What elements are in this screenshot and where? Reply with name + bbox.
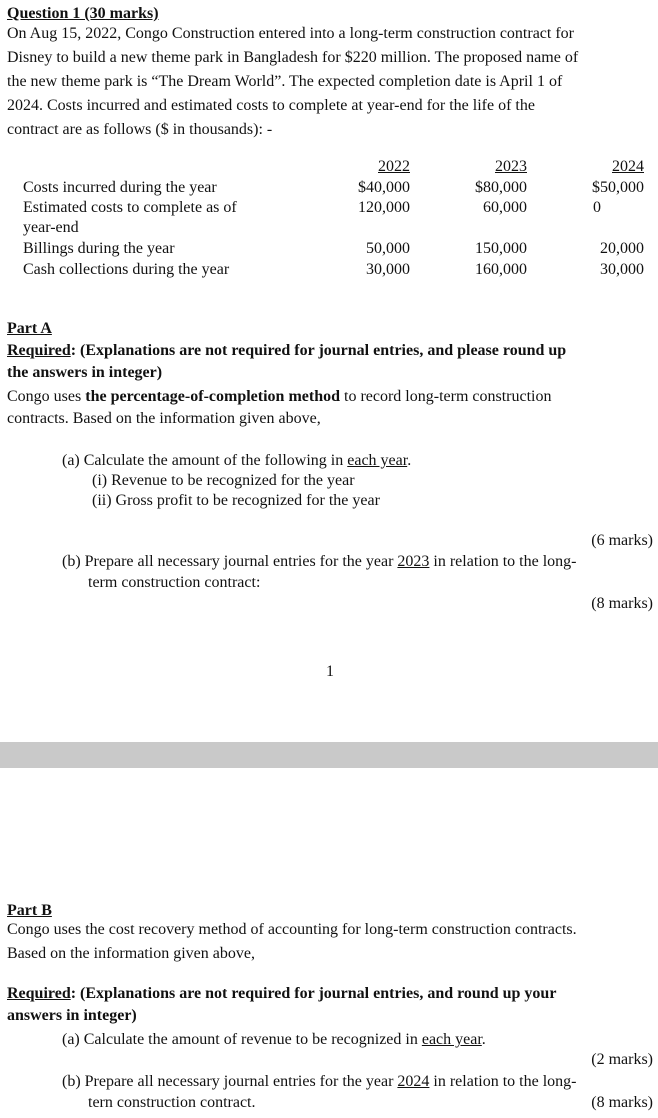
pb-qa-underlined: each year bbox=[421, 1031, 482, 1048]
question-intro bbox=[7, 22, 657, 142]
qa-pre: (a) Calculate the amount of the following in bbox=[62, 452, 348, 469]
table-cell: 60,000 bbox=[483, 199, 527, 216]
table-cell: 50,000 bbox=[366, 240, 410, 257]
table-header-year: 2024 bbox=[612, 158, 644, 175]
page-2 bbox=[0, 768, 658, 1118]
table-cell: 30,000 bbox=[600, 261, 644, 278]
question-title: Question 1 (30 marks) bbox=[7, 5, 159, 22]
required-label: Required bbox=[7, 985, 71, 1002]
method-name: the percentage-of-completion method bbox=[85, 388, 340, 405]
part-a-b-marks: (8 marks) bbox=[591, 595, 653, 612]
part-b-a-marks: (2 marks) bbox=[591, 1051, 653, 1068]
required-text: : (Explanations are not required for journal entries, and please round up bbox=[70, 342, 567, 359]
part-b-b-marks: (8 marks) bbox=[591, 1094, 653, 1111]
method-pre: Congo uses bbox=[7, 388, 86, 405]
part-b-question-a bbox=[62, 1029, 486, 1050]
part-a-a-marks: (6 marks) bbox=[591, 532, 653, 549]
table-cell: $40,000 bbox=[358, 179, 410, 196]
table-cell: 160,000 bbox=[475, 261, 527, 278]
part-b-intro-cont: Based on the information given above, bbox=[7, 945, 255, 962]
part-a-question-a-ii: (ii) Gross profit to be recognized for the year bbox=[92, 492, 380, 509]
part-a-required bbox=[7, 340, 566, 361]
page-number: 1 bbox=[326, 663, 334, 680]
table-cell: 0 bbox=[593, 199, 601, 216]
part-a-question-a-i: (i) Revenue to be recognized for the year bbox=[92, 472, 355, 489]
table-cell: 150,000 bbox=[475, 240, 527, 257]
part-a-method-cont: contracts. Based on the information given above, bbox=[7, 410, 321, 427]
table-cell: 20,000 bbox=[600, 240, 644, 257]
part-a-heading: Part A bbox=[7, 320, 52, 337]
part-b-required-cont: answers in integer) bbox=[7, 1007, 137, 1024]
part-b-question-b bbox=[62, 1071, 576, 1092]
required-text: : (Explanations are not required for journal entries, and round up your bbox=[70, 985, 557, 1002]
pb-qb-post: in relation to the long- bbox=[429, 1073, 577, 1090]
table-row-label: Costs incurred during the year bbox=[23, 179, 217, 196]
part-a-question-a bbox=[62, 450, 411, 471]
table-header-year: 2022 bbox=[378, 158, 410, 175]
table-row-label-cont: year-end bbox=[23, 219, 79, 236]
intro-line: contract are as follows ($ in thousands): - bbox=[7, 121, 273, 138]
required-label: Required bbox=[7, 342, 71, 359]
part-a-required-cont: the answers in integer) bbox=[7, 364, 163, 381]
intro-line: 2024. Costs incurred and estimated costs to complete at year-end for the life of the bbox=[7, 97, 535, 114]
qb-pre: (b) Prepare all necessary journal entries for the year bbox=[62, 553, 398, 570]
pb-qa-post: . bbox=[481, 1031, 486, 1048]
pb-qb-underlined: 2024 bbox=[397, 1073, 430, 1090]
table-row-label: Billings during the year bbox=[23, 240, 175, 257]
table-cell: 30,000 bbox=[366, 261, 410, 278]
qb-post: in relation to the long- bbox=[429, 553, 577, 570]
part-b-intro: Congo uses the cost recovery method of accounting for long-term construction contracts. bbox=[7, 921, 577, 938]
table-row-label: Cash collections during the year bbox=[23, 261, 230, 278]
intro-line: On Aug 15, 2022, Congo Construction entered into a long-term construction contract for bbox=[7, 25, 574, 42]
table-row-label: Estimated costs to complete as of bbox=[23, 199, 237, 216]
qa-underlined: each year bbox=[347, 452, 408, 469]
cost-table bbox=[0, 156, 658, 286]
part-a-question-b-cont: term construction contract: bbox=[88, 574, 261, 591]
pb-qa-pre: (a) Calculate the amount of revenue to be recognized in bbox=[62, 1031, 422, 1048]
part-a-method bbox=[7, 386, 552, 407]
intro-line: Disney to build a new theme park in Bangladesh for $220 million. The proposed name of bbox=[7, 49, 579, 66]
qb-underlined: 2023 bbox=[397, 553, 430, 570]
part-a-question-b bbox=[62, 551, 576, 572]
table-cell: 120,000 bbox=[358, 199, 410, 216]
intro-line: the new theme park is “The Dream World”. The expected completion date is April 1 of bbox=[7, 73, 563, 90]
table-cell: $50,000 bbox=[592, 179, 644, 196]
pb-qb-pre: (b) Prepare all necessary journal entries for the year bbox=[62, 1073, 398, 1090]
part-b-question-b-cont: tern construction contract. bbox=[88, 1094, 256, 1111]
part-b-heading: Part B bbox=[7, 902, 52, 919]
part-b-required bbox=[7, 983, 556, 1004]
page-break bbox=[0, 742, 658, 768]
table-cell: $80,000 bbox=[475, 179, 527, 196]
qa-post: . bbox=[407, 452, 412, 469]
table-header-year: 2023 bbox=[495, 158, 527, 175]
method-post: to record long-term construction bbox=[340, 388, 552, 405]
